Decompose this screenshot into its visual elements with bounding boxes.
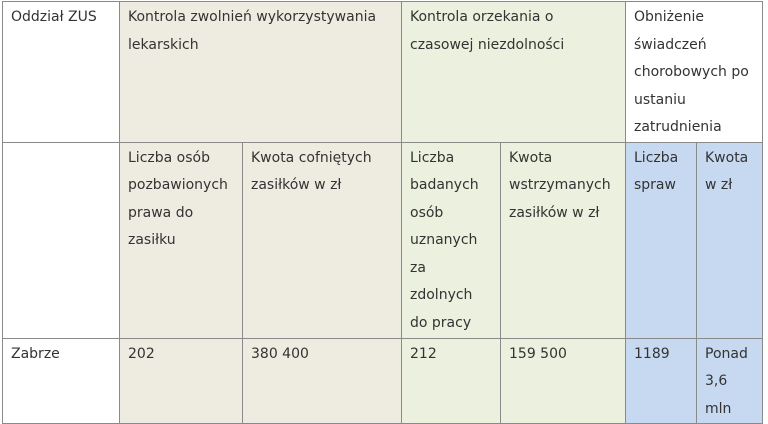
subheader-persons-examined: Liczba badanych osób uznanych za zdolnych do pracy [402,142,501,338]
header-group-benefit-reduction: Obniżenie świadczeń chorobowych po ustaniu zatrudnienia [626,2,763,143]
cell-amount-pln: Ponad 3,6 mln [697,338,763,424]
cell-amount-withdrawn: 380 400 [243,338,402,424]
table-row [3,338,763,424]
header-branch: Oddział ZUS [3,2,120,143]
cell-persons-deprived: 202 [120,338,243,424]
subheader-row [3,142,763,338]
cell-branch: Zabrze [3,338,120,424]
subheader-empty-cell [3,142,120,338]
cell-cases-count: 1189 [626,338,697,424]
subheader-amount-suspended: Kwota wstrzymanych zasiłków w zł [501,142,626,338]
cell-persons-examined: 212 [402,338,501,424]
subheader-cases-count: Liczba spraw [626,142,697,338]
header-group-incapacity-control: Kontrola orzekania o czasowej niezdolności [402,2,626,143]
header-row [3,2,763,143]
subheader-amount-pln: Kwota w zł [697,142,763,338]
zus-controls-table [2,1,763,424]
cell-amount-suspended: 159 500 [501,338,626,424]
header-group-sick-leave-control: Kontrola zwolnień wykorzystywania lekarskich [120,2,402,143]
subheader-amount-withdrawn: Kwota cofniętych zasiłków w zł [243,142,402,338]
subheader-persons-deprived: Liczba osób pozbawionych prawa do zasiłku [120,142,243,338]
